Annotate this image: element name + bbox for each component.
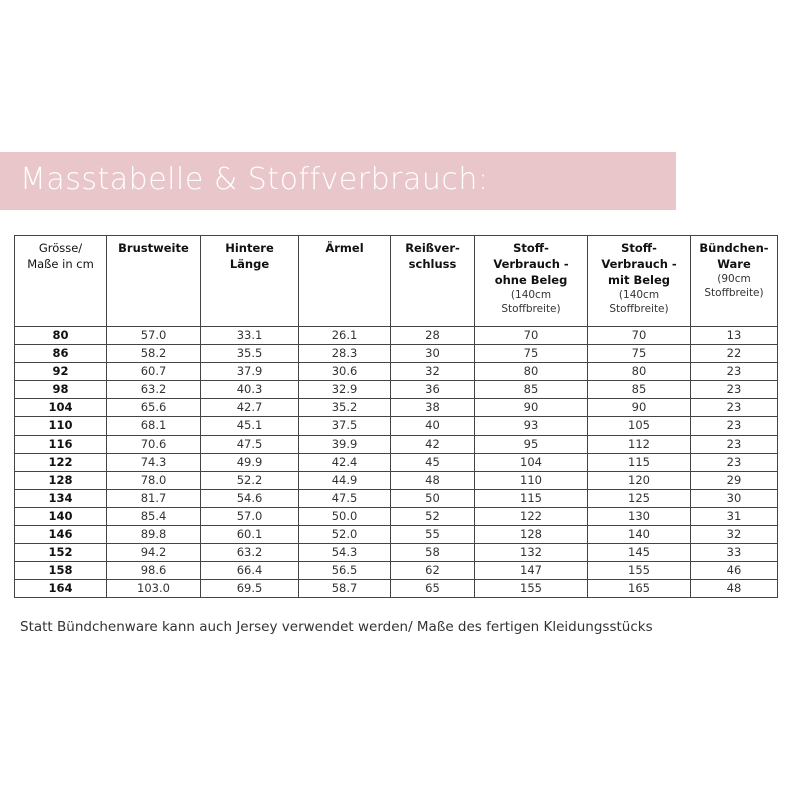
header-label-line: Hintere [225,241,274,255]
value-cell: 125 [588,489,691,507]
value-cell: 46 [691,562,778,580]
header-sleeve [299,236,391,327]
value-cell: 57.0 [201,507,299,525]
value-cell: 45 [391,453,475,471]
header-fabric-with-facing [588,236,691,327]
value-cell: 132 [475,544,588,562]
value-cell: 22 [691,345,778,363]
value-cell: 23 [691,453,778,471]
size-cell: 152 [15,544,107,562]
header-label-line: Verbrauch - [493,257,569,271]
size-cell: 158 [15,562,107,580]
value-cell: 30.6 [299,363,391,381]
header-row [15,236,778,327]
value-cell: 112 [588,435,691,453]
value-cell: 81.7 [107,489,201,507]
value-cell: 90 [588,399,691,417]
header-label-line: schluss [408,257,457,271]
header-label-line: Verbrauch - [601,257,677,271]
value-cell: 60.7 [107,363,201,381]
value-cell: 45.1 [201,417,299,435]
value-cell: 52.2 [201,471,299,489]
header-sub-label: Stoffbreite) [609,303,669,315]
footnote: Statt Bündchenware kann auch Jersey verwendet werden/ Maße des fertigen Kleidungsstücks [20,619,653,635]
header-chest-width [107,236,201,327]
header-size [15,236,107,327]
value-cell: 52 [391,507,475,525]
value-cell: 29 [691,471,778,489]
value-cell: 37.5 [299,417,391,435]
header-zipper [391,236,475,327]
value-cell: 80 [475,363,588,381]
value-cell: 30 [691,489,778,507]
size-cell: 164 [15,580,107,598]
table-row [15,363,778,381]
value-cell: 38 [391,399,475,417]
header-label-line: Brustweite [118,241,189,255]
value-cell: 58.2 [107,345,201,363]
value-cell: 42 [391,435,475,453]
table-row [15,453,778,471]
value-cell: 23 [691,417,778,435]
value-cell: 140 [588,526,691,544]
size-cell: 80 [15,327,107,345]
size-cell: 104 [15,399,107,417]
value-cell: 48 [391,471,475,489]
value-cell: 69.5 [201,580,299,598]
table-row [15,381,778,399]
value-cell: 98.6 [107,562,201,580]
header-label-line: Grösse/ [38,241,83,255]
value-cell: 75 [588,345,691,363]
table-row [15,435,778,453]
value-cell: 58.7 [299,580,391,598]
table-body [15,327,778,598]
value-cell: 50 [391,489,475,507]
value-cell: 130 [588,507,691,525]
header-label-line: Maße in cm [27,257,94,271]
value-cell: 54.6 [201,489,299,507]
value-cell: 105 [588,417,691,435]
table-row [15,544,778,562]
size-cell: 98 [15,381,107,399]
value-cell: 74.3 [107,453,201,471]
value-cell: 31 [691,507,778,525]
value-cell: 28.3 [299,345,391,363]
value-cell: 66.4 [201,562,299,580]
page-title: Masstabelle & Stoffverbrauch: [20,162,489,197]
size-cell: 86 [15,345,107,363]
value-cell: 90 [475,399,588,417]
value-cell: 128 [475,526,588,544]
value-cell: 65 [391,580,475,598]
table-row [15,327,778,345]
value-cell: 70.6 [107,435,201,453]
value-cell: 47.5 [299,489,391,507]
value-cell: 115 [475,489,588,507]
value-cell: 58 [391,544,475,562]
size-cell: 92 [15,363,107,381]
table-row [15,345,778,363]
value-cell: 54.3 [299,544,391,562]
table-row [15,580,778,598]
value-cell: 39.9 [299,435,391,453]
value-cell: 23 [691,399,778,417]
value-cell: 104 [475,453,588,471]
value-cell: 55 [391,526,475,544]
table-row [15,417,778,435]
value-cell: 75 [475,345,588,363]
header-fabric-without-facing [475,236,588,327]
value-cell: 42.4 [299,453,391,471]
value-cell: 50.0 [299,507,391,525]
table-row [15,507,778,525]
table-row [15,471,778,489]
value-cell: 49.9 [201,453,299,471]
value-cell: 36 [391,381,475,399]
header-label-line: Ware [717,257,751,271]
value-cell: 26.1 [299,327,391,345]
value-cell: 56.5 [299,562,391,580]
value-cell: 35.2 [299,399,391,417]
value-cell: 68.1 [107,417,201,435]
value-cell: 62 [391,562,475,580]
value-cell: 63.2 [107,381,201,399]
value-cell: 85 [475,381,588,399]
value-cell: 48 [691,580,778,598]
value-cell: 32.9 [299,381,391,399]
header-label-line: Länge [229,257,270,271]
value-cell: 28 [391,327,475,345]
value-cell: 40.3 [201,381,299,399]
value-cell: 40 [391,417,475,435]
value-cell: 57.0 [107,327,201,345]
value-cell: 120 [588,471,691,489]
size-chart-table [14,235,778,598]
value-cell: 85.4 [107,507,201,525]
value-cell: 93 [475,417,588,435]
value-cell: 89.8 [107,526,201,544]
value-cell: 115 [588,453,691,471]
value-cell: 94.2 [107,544,201,562]
value-cell: 23 [691,381,778,399]
value-cell: 95 [475,435,588,453]
header-sub-label: (140cm [618,289,660,301]
header-label-line: Reißver- [405,241,460,255]
header-sub-label: Stoffbreite) [704,287,764,299]
value-cell: 110 [475,471,588,489]
header-label-line: Stoff- [513,241,549,255]
value-cell: 147 [475,562,588,580]
header-label-line: mit Beleg [608,273,670,287]
header-sub-label: (140cm [510,289,552,301]
value-cell: 37.9 [201,363,299,381]
value-cell: 35.5 [201,345,299,363]
value-cell: 33 [691,544,778,562]
header-label-line: ohne Beleg [494,273,568,287]
value-cell: 44.9 [299,471,391,489]
value-cell: 155 [475,580,588,598]
size-cell: 110 [15,417,107,435]
header-sub-label: Stoffbreite) [501,303,561,315]
table-row [15,399,778,417]
value-cell: 85 [588,381,691,399]
value-cell: 65.6 [107,399,201,417]
header-label-line: Stoff- [621,241,657,255]
value-cell: 155 [588,562,691,580]
header-label-line: Bündchen- [699,241,769,255]
value-cell: 23 [691,363,778,381]
table-row [15,489,778,507]
size-cell: 134 [15,489,107,507]
header-label-line: Ärmel [325,241,364,255]
value-cell: 30 [391,345,475,363]
value-cell: 33.1 [201,327,299,345]
size-cell: 146 [15,526,107,544]
value-cell: 80 [588,363,691,381]
value-cell: 32 [691,526,778,544]
table-header [15,236,778,327]
title-banner [0,152,676,210]
value-cell: 32 [391,363,475,381]
table-row [15,562,778,580]
value-cell: 52.0 [299,526,391,544]
header-sub-label: (90cm [717,273,751,285]
size-cell: 116 [15,435,107,453]
value-cell: 70 [475,327,588,345]
value-cell: 42.7 [201,399,299,417]
value-cell: 47.5 [201,435,299,453]
value-cell: 23 [691,435,778,453]
value-cell: 78.0 [107,471,201,489]
size-cell: 140 [15,507,107,525]
value-cell: 145 [588,544,691,562]
value-cell: 70 [588,327,691,345]
value-cell: 165 [588,580,691,598]
value-cell: 63.2 [201,544,299,562]
size-cell: 128 [15,471,107,489]
table-row [15,526,778,544]
header-back-length [201,236,299,327]
header-ribbing [691,236,778,327]
value-cell: 103.0 [107,580,201,598]
value-cell: 60.1 [201,526,299,544]
size-cell: 122 [15,453,107,471]
value-cell: 122 [475,507,588,525]
value-cell: 13 [691,327,778,345]
